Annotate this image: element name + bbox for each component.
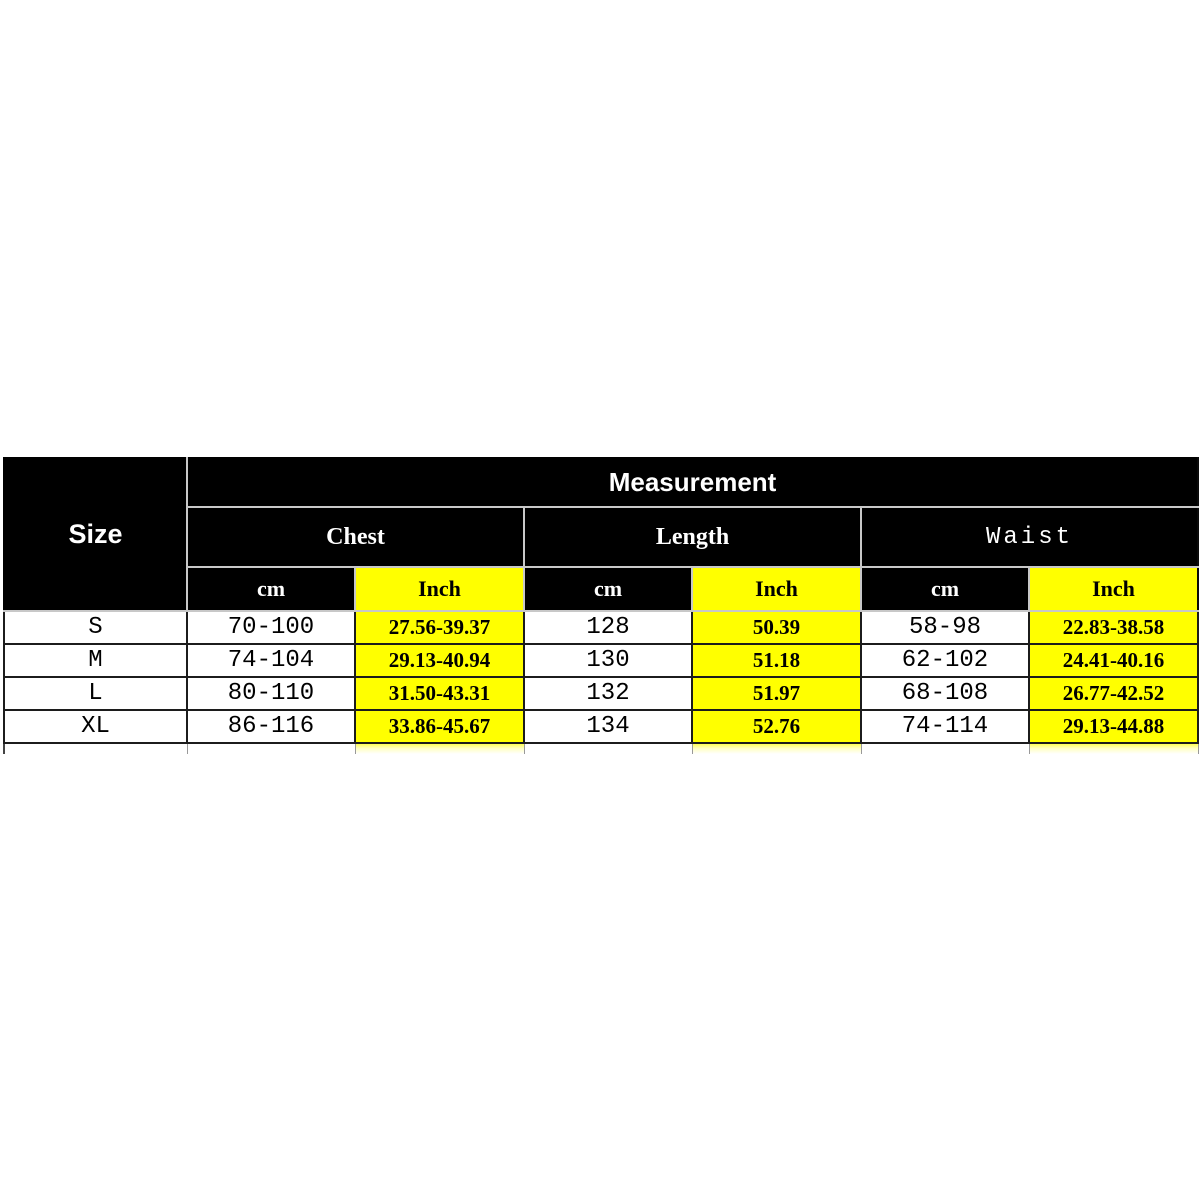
length-cm-cell: 128 [524,611,692,644]
length-cm-cell: 132 [524,677,692,710]
section-header-chest: Chest [187,507,524,567]
size-cell: XL [4,710,187,743]
size-chart [3,457,1199,754]
table-row-m [4,644,1198,677]
chest-inch-cell: 31.50-43.31 [355,677,524,710]
chest-inch-cell: 33.86-45.67 [355,710,524,743]
waist-inch-cell: 22.83-38.58 [1029,611,1198,644]
length-cm-cell: 134 [524,710,692,743]
unit-header-chest-cm: cm [187,567,355,611]
section-header-length: Length [524,507,861,567]
table-row-partial [4,743,1198,754]
size-cell: L [4,677,187,710]
table-row-s [4,611,1198,644]
unit-header-chest-inch: Inch [355,567,524,611]
table-row-l [4,677,1198,710]
waist-inch-cell: 24.41-40.16 [1029,644,1198,677]
size-cell: S [4,611,187,644]
length-inch-cell: 52.76 [692,710,861,743]
partial-cell [4,743,187,754]
partial-cell [524,743,692,754]
partial-cell [692,743,861,754]
chest-cm-cell: 86-116 [187,710,355,743]
length-inch-cell: 50.39 [692,611,861,644]
waist-cm-cell: 74-114 [861,710,1029,743]
unit-header-length-inch: Inch [692,567,861,611]
chest-cm-cell: 70-100 [187,611,355,644]
unit-header-length-cm: cm [524,567,692,611]
waist-inch-cell: 26.77-42.52 [1029,677,1198,710]
measurement-title: Measurement [187,458,1198,507]
size-corner-header: Size [4,458,187,611]
table-row-xl [4,710,1198,743]
header-row-title [4,458,1198,507]
waist-cm-cell: 68-108 [861,677,1029,710]
partial-cell [355,743,524,754]
partial-cell [1029,743,1198,754]
length-inch-cell: 51.18 [692,644,861,677]
unit-header-waist-inch: Inch [1029,567,1198,611]
size-cell: M [4,644,187,677]
chest-cm-cell: 74-104 [187,644,355,677]
partial-cell [187,743,355,754]
section-header-waist: Waist [861,507,1198,567]
length-inch-cell: 51.97 [692,677,861,710]
unit-header-waist-cm: cm [861,567,1029,611]
chest-inch-cell: 27.56-39.37 [355,611,524,644]
waist-inch-cell: 29.13-44.88 [1029,710,1198,743]
partial-cell [861,743,1029,754]
size-chart-table [3,457,1199,754]
waist-cm-cell: 62-102 [861,644,1029,677]
length-cm-cell: 130 [524,644,692,677]
chest-inch-cell: 29.13-40.94 [355,644,524,677]
waist-cm-cell: 58-98 [861,611,1029,644]
chest-cm-cell: 80-110 [187,677,355,710]
